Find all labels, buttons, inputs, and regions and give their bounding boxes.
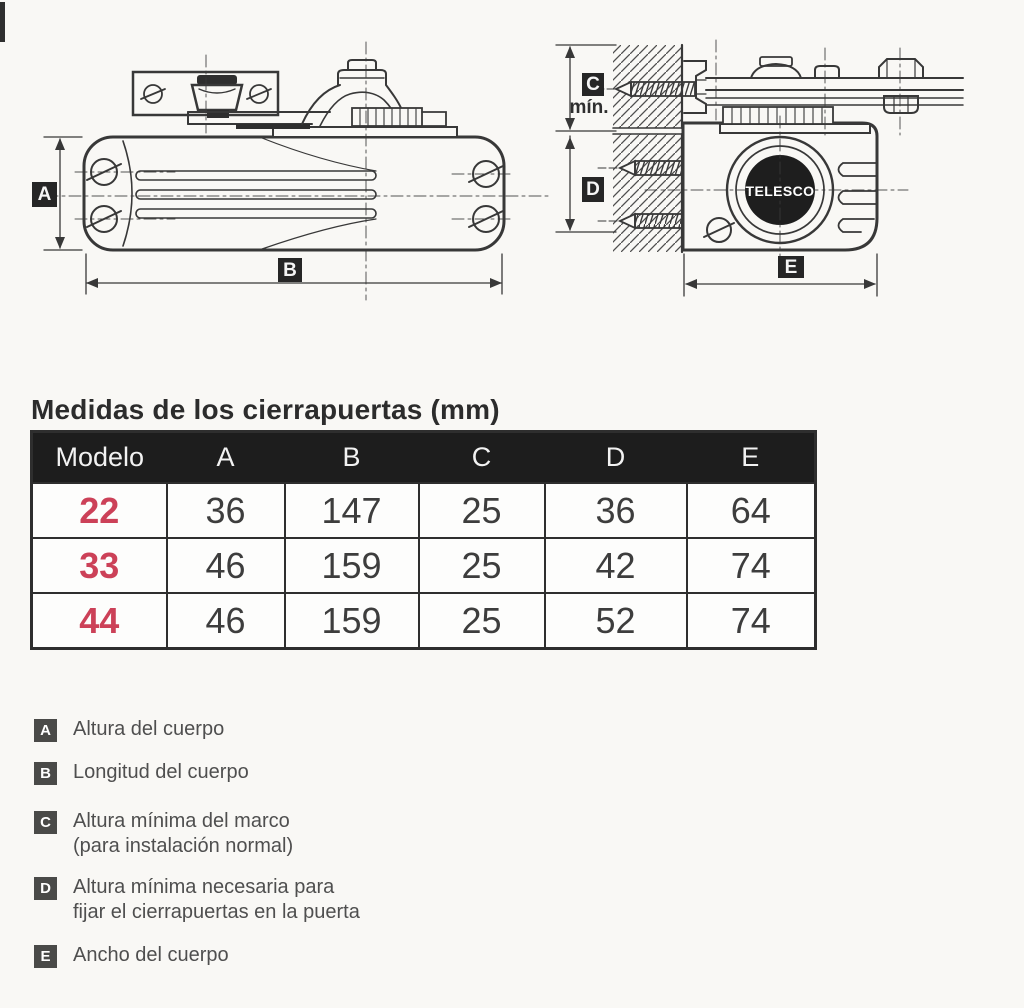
col-header-modelo: Modelo xyxy=(32,432,167,484)
legend-key-badge-a: A xyxy=(34,719,57,742)
value-c: 25 xyxy=(419,483,545,538)
legend-key-badge-b: B xyxy=(34,762,57,785)
legend-line2: (para instalación normal) xyxy=(73,835,294,857)
value-e: 64 xyxy=(687,483,816,538)
value-a: 36 xyxy=(167,483,285,538)
legend-key-badge-c: C xyxy=(34,811,57,834)
legend-item-a xyxy=(34,719,224,742)
legend-text-e xyxy=(73,943,229,968)
table-title: Medidas de los cierrapuertas (mm) xyxy=(31,394,500,425)
dimensions-table xyxy=(30,430,817,650)
dim-label-a: A xyxy=(32,182,57,207)
col-header-e: E xyxy=(687,432,816,484)
legend-line2: fijar el cierrapuertas en la puerta xyxy=(73,901,360,923)
legend-text-b xyxy=(73,760,249,785)
value-c: 25 xyxy=(419,593,545,649)
model-number: 44 xyxy=(32,593,167,649)
value-d: 42 xyxy=(545,538,687,593)
col-header-d: D xyxy=(545,432,687,484)
table-row xyxy=(32,538,816,593)
legend-text-d xyxy=(73,875,360,925)
value-a: 46 xyxy=(167,538,285,593)
telesco-logo: TELESCO xyxy=(745,183,815,199)
table-header xyxy=(32,432,816,484)
value-b: 159 xyxy=(285,593,419,649)
table-header-row xyxy=(32,432,816,484)
legend-text-c xyxy=(73,809,293,859)
col-header-a: A xyxy=(167,432,285,484)
model-number: 33 xyxy=(32,538,167,593)
col-header-c: C xyxy=(419,432,545,484)
legend-line1: Altura del cuerpo xyxy=(73,718,225,740)
legend-item-c xyxy=(34,811,293,859)
legend-key-badge-d: D xyxy=(34,877,57,900)
value-b: 147 xyxy=(285,483,419,538)
legend-line1: Longitud del cuerpo xyxy=(73,761,249,783)
legend-item-e xyxy=(34,945,229,968)
table-row xyxy=(32,593,816,649)
legend-line1: Altura mínima del marco xyxy=(73,810,290,832)
value-d: 36 xyxy=(545,483,687,538)
dim-label-b: B xyxy=(278,258,302,282)
dim-label-e: E xyxy=(778,256,804,278)
legend-item-b xyxy=(34,762,249,785)
value-b: 159 xyxy=(285,538,419,593)
col-header-b: B xyxy=(285,432,419,484)
value-a: 46 xyxy=(167,593,285,649)
dim-label-c-min: mín. xyxy=(569,97,609,118)
legend-line1: Altura mínima necesaria para xyxy=(73,876,335,898)
door-closer-drawings xyxy=(0,0,1024,332)
value-d: 52 xyxy=(545,593,687,649)
legend-text-a xyxy=(73,717,224,742)
legend-item-d xyxy=(34,877,360,925)
right-view-drawing xyxy=(556,40,963,296)
dim-label-c: C xyxy=(582,73,604,96)
model-number: 22 xyxy=(32,483,167,538)
legend-line1: Ancho del cuerpo xyxy=(73,944,229,966)
value-e: 74 xyxy=(687,538,816,593)
value-c: 25 xyxy=(419,538,545,593)
legend-key-badge-e: E xyxy=(34,945,57,968)
dim-label-d: D xyxy=(582,177,604,202)
table-row xyxy=(32,483,816,538)
value-e: 74 xyxy=(687,593,816,649)
